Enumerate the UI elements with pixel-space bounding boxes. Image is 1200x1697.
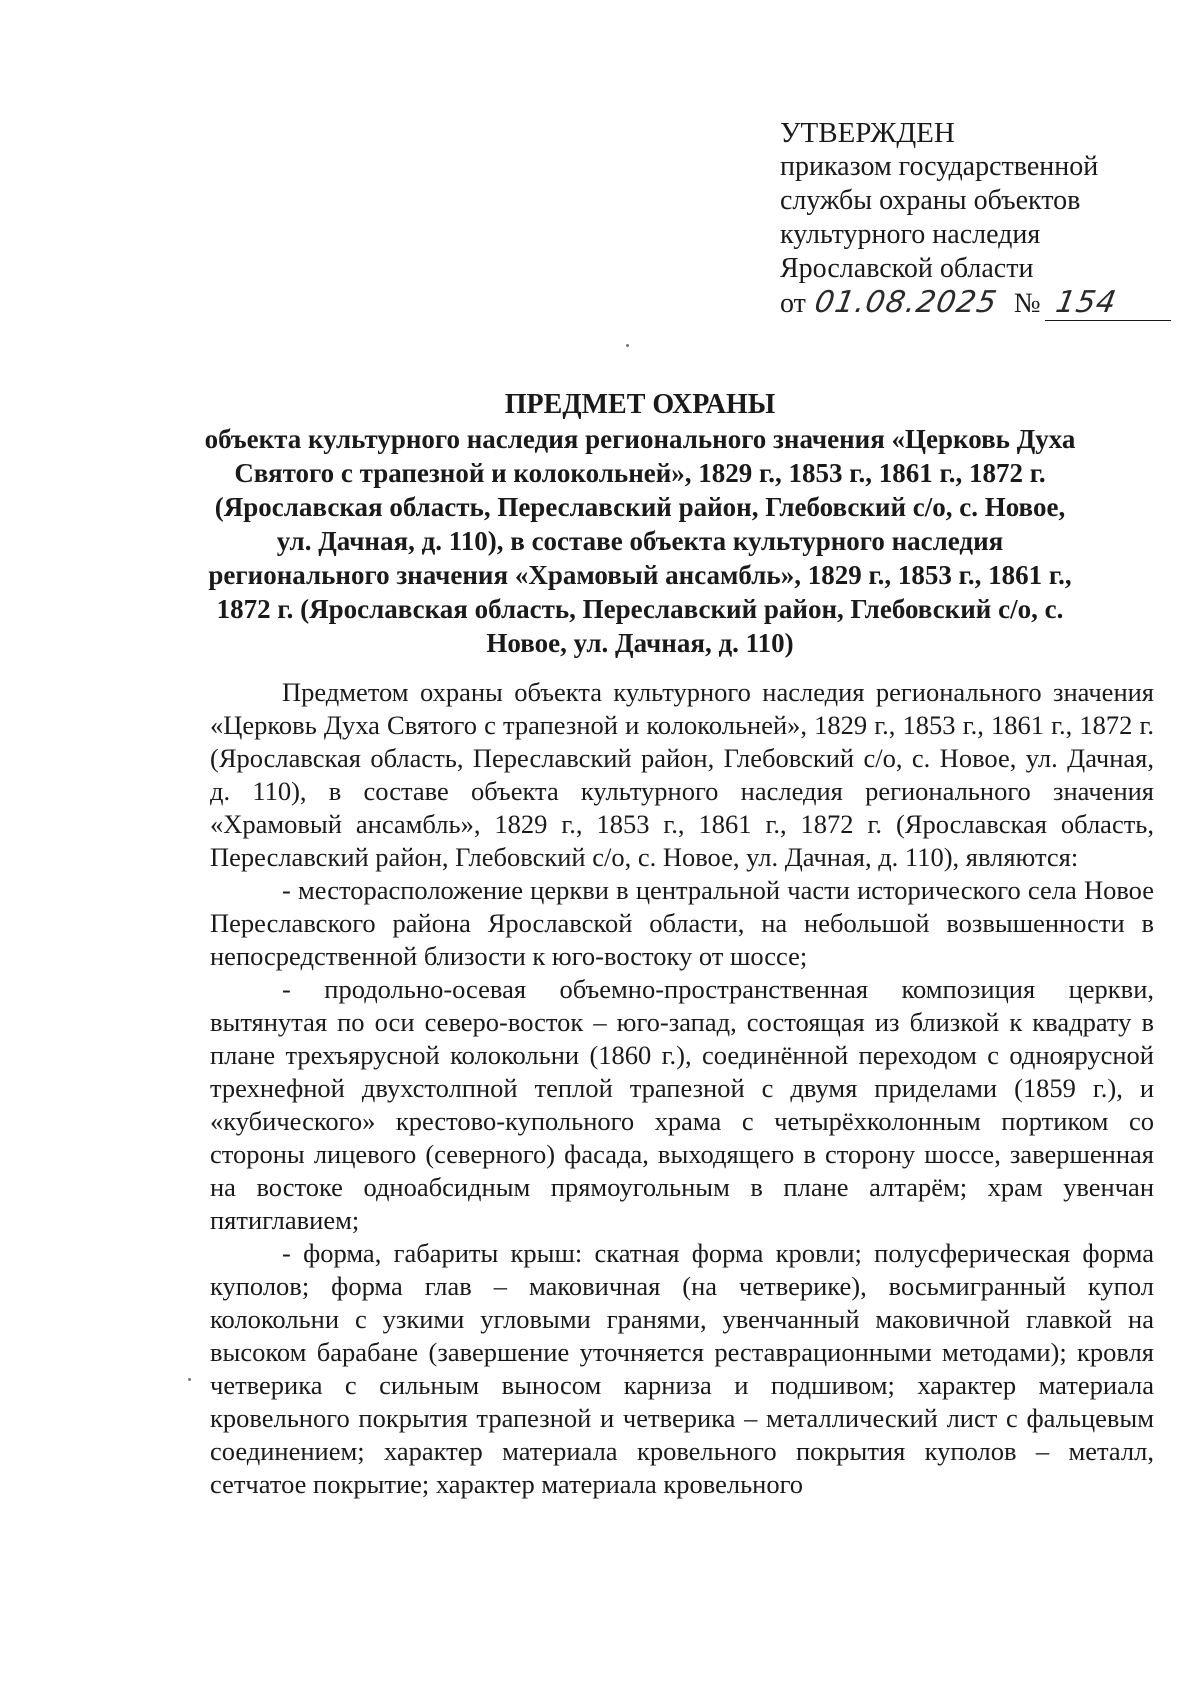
approval-line: Ярославской области — [780, 253, 1034, 284]
order-date: 01.08.2025 — [811, 285, 1000, 320]
body-paragraph: - продольно-осевая объемно-пространственная композиция церкви, вытянутая по оси северо-восток – юго-запад, состоящая из близкой к квадрату в плане трехъярусной колокольни (1860 г.), соединённой переходом с одноярусной трехнефной двухстолпной теплой трапезной с двумя приделами (1859 г.), и «кубического» крестово-купольного храма с четырёхколонным портиком со стороны лицевого (северного) фасада, выходящего в сторону шоссе, завершенная на востоке одноабсидным прямоугольным в плане алтарём; храм увенчан пятиглавием; — [210, 974, 1154, 1235]
approval-block — [780, 116, 1140, 321]
approval-title: УТВЕРЖДЕН — [780, 117, 955, 149]
document-subtitle: объекта культурного наследия регионального значения «Церковь Духа Святого с трапезной и колокольней», 1829 г., 1853 г., 1861 г., 1872 г. (Ярославская область, Переславский район, Глебовский с/о, с. Новое, ул. Дачная, д. 110), в составе объекта культурного наследия регионального значения «Храмовый ансамбль», 1829 г., 1853 г., 1861 г., 1872 г. (Ярославская область, Переславский район, Глебовский с/о, с. Новое, ул. Дачная, д. 110) — [204, 424, 1076, 658]
order-date-line — [780, 286, 1140, 321]
document-heading — [200, 388, 1080, 660]
scan-speck — [188, 1378, 191, 1381]
date-prefix: от — [780, 288, 806, 319]
document-body — [210, 676, 1154, 1501]
approval-line: приказом государственной — [780, 151, 1099, 182]
body-paragraph: - форма, габариты крыш: скатная форма кровли; полусферическая форма куполов; форма глав – маковичная (на четверике), восьмигранный купол колокольни с узкими угловыми гранями, увенчанный маковичной главкой на высоком барабане (завершение уточняется реставрационными методами); кровля четверика с сильным выносом карниза и подшивом; характер материала кровельного покрытия трапезной и четверика – металлический лист с фальцевым соединением; характер материала кровельного покрытия куполов – металл, сетчатое покрытие; характер материала кровельного — [210, 1238, 1154, 1499]
body-paragraph: - месторасположение церкви в центральной части исторического села Новое Переславского района Ярославской области, на небольшой возвышенности в непосредственной близости к юго-востоку от шоссе; — [210, 875, 1154, 971]
document-title: ПРЕДМЕТ ОХРАНЫ — [504, 389, 776, 420]
body-paragraph: Предметом охраны объекта культурного наследия регионального значения «Церковь Духа Святого с трапезной и колокольней», 1829 г., 1853 г., 1861 г., 1872 г. (Ярославская область, Переславский район, Глебовский с/о, с. Новое, ул. Дачная, д. 110), в составе объекта культурного наследия регионального значения «Храмовый ансамбль», 1829 г., 1853 г., 1861 г., 1872 г. (Ярославская область, Переславский район, Глебовский с/о, с. Новое, ул. Дачная, д. 110), являются: — [210, 677, 1154, 872]
scan-speck — [626, 344, 629, 347]
order-number: 154 — [1045, 286, 1177, 321]
approval-line: культурного наследия — [780, 219, 1041, 250]
order-number-label: № — [1013, 288, 1041, 319]
approval-line: службы охраны объектов — [780, 185, 1081, 216]
